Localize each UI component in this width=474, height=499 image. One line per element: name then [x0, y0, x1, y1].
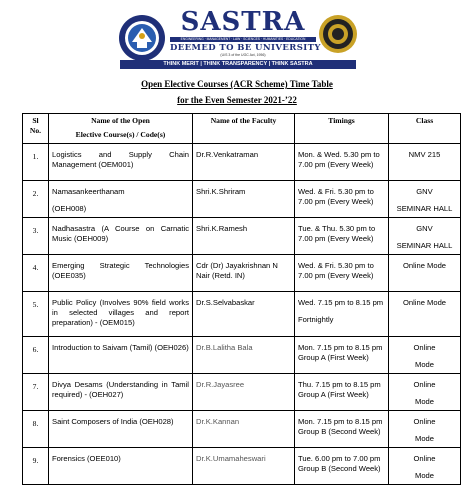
sl-cell: 6.: [23, 337, 49, 374]
brand-tagline: DEEMED TO BE UNIVERSITY: [170, 43, 321, 53]
timing-cell: Thu. 7.15 pm to 8.15 pm Group A (First Week): [295, 374, 389, 411]
university-emblem-icon: [118, 14, 166, 62]
timing-cell: Mon. 7.15 pm to 8.15 pm Group A (First Week): [295, 337, 389, 374]
header-timings: Timings: [295, 114, 389, 144]
brand-block: [170, 7, 321, 58]
header-course: Name of the Open Elective Course(s) / Code(s): [49, 114, 193, 144]
page-subtitle: for the Even Semester 2021-’22: [177, 95, 297, 105]
class-cell: Online Mode: [389, 411, 461, 448]
course-cell: Emerging Strategic Technologies (OEE035): [49, 255, 193, 292]
course-cell: Introduction to Saivam (Tamil) (OEH026): [49, 337, 193, 374]
timing-cell: Wed. & Fri. 5.30 pm to 7.00 pm (Every Week): [295, 181, 389, 218]
header-row: [23, 114, 461, 144]
course-cell: Saint Composers of India (OEH028): [49, 411, 193, 448]
class-cell: Online Mode: [389, 448, 461, 485]
header-faculty: Name of the Faculty: [193, 114, 295, 144]
page-title: Open Elective Courses (ACR Scheme) Time Table: [141, 79, 333, 89]
faculty-cell: Dr.R.Venkatraman: [193, 144, 295, 181]
sl-cell: 3.: [23, 218, 49, 255]
table-row: [23, 411, 461, 448]
table-row: [23, 337, 461, 374]
table-row: [23, 144, 461, 181]
faculty-cell: Dr.R.Jayasree: [193, 374, 295, 411]
timing-cell: Tue. 6.00 pm to 7.00 pm Group B (Second Week): [295, 448, 389, 485]
table-row: [23, 374, 461, 411]
class-cell: GNV SEMINAR HALL: [389, 218, 461, 255]
sl-cell: 1.: [23, 144, 49, 181]
brand-address: (U/S 3 of the UGC Act, 1956): [220, 53, 266, 57]
faculty-cell: Cdr (Dr) Jayakrishnan N Nair (Retd. IN): [193, 255, 295, 292]
sl-cell: 8.: [23, 411, 49, 448]
faculty-cell: Shri.K.Ramesh: [193, 218, 295, 255]
class-cell: Online Mode: [389, 337, 461, 374]
class-cell: NMV 215: [389, 144, 461, 181]
class-cell: Online Mode: [389, 255, 461, 292]
faculty-cell: Dr.K.Umamaheswari: [193, 448, 295, 485]
timing-cell: Tue. & Thu. 5.30 pm to 7.00 pm (Every Week): [295, 218, 389, 255]
course-cell: Logistics and Supply Chain Management (OEM001): [49, 144, 193, 181]
header-class: Class: [389, 114, 461, 144]
seal-icon: [318, 14, 358, 54]
table-row: [23, 218, 461, 255]
faculty-cell: Dr.B.Lalitha Bala: [193, 337, 295, 374]
timing-cell: Mon. & Wed. 5.30 pm to 7.00 pm (Every Week): [295, 144, 389, 181]
faculty-cell: Shri.K.Shriram: [193, 181, 295, 218]
class-cell: GNV SEMINAR HALL: [389, 181, 461, 218]
course-cell: Forensics (OEE010): [49, 448, 193, 485]
faculty-cell: Dr.K.Kannan: [193, 411, 295, 448]
think-bar: THINK MERIT | THINK TRANSPARENCY | THINK SASTRA: [120, 60, 356, 69]
table-row: [23, 292, 461, 337]
timing-cell: Wed. & Fri. 5.30 pm to 7.00 pm (Every Week): [295, 255, 389, 292]
course-cell: Public Policy (Involves 90% field works in selected villages and report preparation) - (OEM015): [49, 292, 193, 337]
class-cell: Online Mode: [389, 374, 461, 411]
sl-cell: 5.: [23, 292, 49, 337]
timing-cell: Wed. 7.15 pm to 8.15 pm Fortnightly: [295, 292, 389, 337]
timetable: [22, 113, 461, 485]
sl-cell: 9.: [23, 448, 49, 485]
faculty-cell: Dr.S.Selvabaskar: [193, 292, 295, 337]
course-cell: Nadhasastra (A Course on Carnatic Music (OEH009): [49, 218, 193, 255]
letterhead: [0, 0, 474, 72]
timing-cell: Mon. 7.15 pm to 8.15 pm Group B (Second Week): [295, 411, 389, 448]
course-cell: Namasankeerthanam (OEH008): [49, 181, 193, 218]
sl-cell: 2.: [23, 181, 49, 218]
sl-cell: 4.: [23, 255, 49, 292]
header-sl: Sl No.: [23, 114, 49, 144]
class-cell: Online Mode: [389, 292, 461, 337]
brand-name: SASTRA: [180, 7, 306, 37]
table-row: [23, 255, 461, 292]
course-cell: Divya Desams (Understanding in Tamil required) - (OEH027): [49, 374, 193, 411]
sl-cell: 7.: [23, 374, 49, 411]
brand-strip: ENGINEERING · MANAGEMENT · LAW · SCIENCES · HUMANITIES · EDUCATION: [170, 37, 316, 42]
table-row: [23, 181, 461, 218]
table-row: [23, 448, 461, 485]
